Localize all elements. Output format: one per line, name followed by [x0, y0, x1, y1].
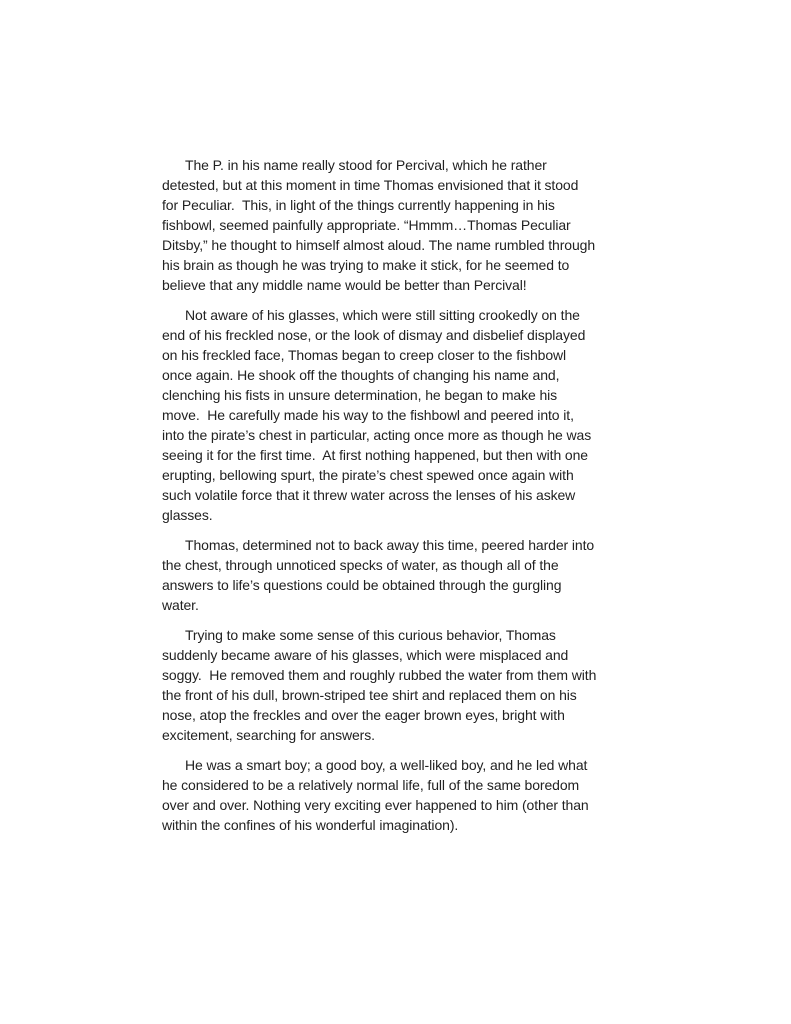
story-paragraph-2: Not aware of his glasses, which were still sitting crookedly on the end of his freckled nose, or the look of dismay and disbelief displayed on his freckled face, Thomas began to creep closer to the fishbowl once again. He shook off the thoughts of changing his name and, clenching his fists in unsure determination, he began to make his move. He carefully made his way to the fishbowl and peered into it, into the pirate’s chest in particular, acting once more as though he was seeing it for the first time. At first nothing happened, but then with one erupting, bellowing spurt, the pirate’s chest spewed once again with such volatile force that it threw water across the lenses of his askew glasses. [162, 307, 595, 523]
story-paragraph-3: Thomas, determined not to back away this time, peered harder into the chest, through unnoticed specks of water, as though all of the answers to life’s questions could be obtained through the gurgling water. [162, 537, 598, 613]
story-paragraph-5: He was a smart boy; a good boy, a well-liked boy, and he led what he considered to be a relatively normal life, full of the same boredom over and over. Nothing very exciting ever happened to him (other than within the confines of his wonderful imagination). [162, 757, 593, 833]
story-text-block [162, 155, 601, 845]
story-paragraph-1: The P. in his name really stood for Percival, which he rather detested, but at this moment in time Thomas envisioned that it stood for Peculiar. This, in light of the things currently happening in his fishbowl, seemed painfully appropriate. “Hmmm…Thomas Peculiar Ditsby,” he thought to himself almost aloud. The name rumbled through his brain as though he was trying to make it stick, for he seemed to believe that any middle name would be better than Percival! [162, 157, 599, 293]
story-paragraph-4: Trying to make some sense of this curious behavior, Thomas suddenly became aware of his glasses, which were misplaced and soggy. He removed them and roughly rubbed the water from them with the front of his dull, brown-striped tee shirt and replaced them on his nose, atop the freckles and over the eager brown eyes, bright with excitement, searching for answers. [162, 627, 601, 743]
